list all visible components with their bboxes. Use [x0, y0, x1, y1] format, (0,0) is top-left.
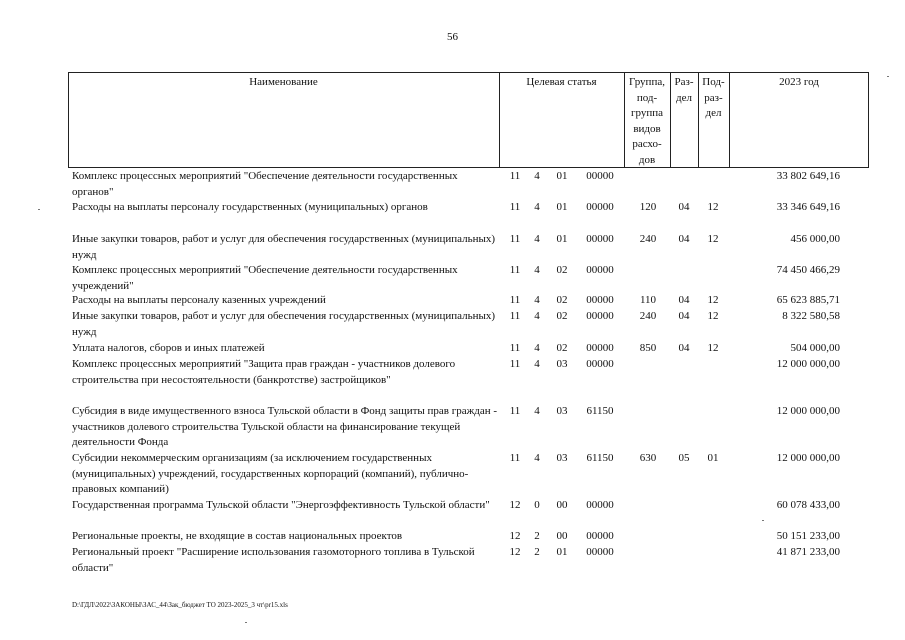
- row-subsection: 12: [707, 233, 719, 245]
- row-code-subprogram: 4: [534, 405, 540, 417]
- row-code-subprogram: 4: [534, 233, 540, 245]
- row-code-program: 12: [509, 546, 521, 558]
- row-amount: 12 000 000,00: [776, 452, 840, 464]
- row-code-program: 12: [509, 530, 521, 542]
- header-section-line: Раз-: [674, 76, 694, 88]
- row-code-subprogram: 2: [534, 530, 540, 542]
- header-subsection: [698, 75, 729, 122]
- row-name: Комплекс процессных мероприятий "Обеспечение деятельности государственных органов": [72, 170, 458, 198]
- row-code-direction: 61150: [586, 405, 614, 417]
- row-code-event: 01: [556, 170, 568, 182]
- scan-speck: [762, 520, 764, 521]
- row-code-event: 02: [556, 310, 568, 322]
- row-code-program: 11: [509, 342, 521, 354]
- row-code-event: 01: [556, 546, 568, 558]
- row-code-direction: 00000: [586, 342, 614, 354]
- header-section: [670, 75, 698, 106]
- row-amount: 60 078 433,00: [776, 499, 840, 511]
- row-code-event: 03: [556, 358, 568, 370]
- row-code-subprogram: 0: [534, 499, 540, 511]
- row-name: Иные закупки товаров, работ и услуг для обеспечения государственных (муниципальных) нужд: [72, 233, 496, 261]
- row-code-event: 03: [556, 452, 568, 464]
- row-code-program: 11: [509, 233, 521, 245]
- header-subsection-line: дел: [705, 107, 722, 119]
- row-code-direction: 00000: [586, 530, 614, 542]
- row-code-direction: 00000: [586, 201, 614, 213]
- row-code-subprogram: 4: [534, 294, 540, 306]
- row-code-event: 00: [556, 499, 568, 511]
- row-expense-group: 240: [639, 310, 657, 322]
- row-name: Государственная программа Тульской области "Энергоэффективность Тульской области": [72, 499, 490, 511]
- row-amount: 50 151 233,00: [776, 530, 840, 542]
- row-amount: 41 871 233,00: [776, 546, 840, 558]
- row-code-program: 11: [509, 294, 521, 306]
- row-code-direction: 00000: [586, 170, 614, 182]
- row-name: Региональные проекты, не входящие в состав национальных проектов: [72, 530, 403, 542]
- row-code-subprogram: 4: [534, 201, 540, 213]
- row-amount: 74 450 466,29: [776, 264, 840, 276]
- row-expense-group: 850: [639, 342, 657, 354]
- row-expense-group: 120: [639, 201, 657, 213]
- row-code-program: 11: [509, 452, 521, 464]
- row-code-subprogram: 4: [534, 342, 540, 354]
- row-amount: 456 000,00: [790, 233, 840, 245]
- row-code-program: 11: [509, 405, 521, 417]
- scan-speck: [887, 76, 889, 77]
- row-expense-group: 110: [639, 294, 657, 306]
- row-name: Расходы на выплаты персоналу государственных (муниципальных) органов: [72, 201, 428, 213]
- row-code-direction: 00000: [586, 294, 614, 306]
- header-name: Наименование: [249, 76, 318, 88]
- row-code-subprogram: 2: [534, 546, 540, 558]
- row-subsection: 12: [707, 310, 719, 322]
- header-group-line: группа: [630, 107, 664, 119]
- row-code-program: 11: [509, 358, 521, 370]
- row-name: Субсидии некоммерческим организациям (за исключением государственных (муниципальных) учреждений, государственных корпораций (компаний), публично-правовых компаний): [72, 452, 469, 495]
- page-number: 56: [447, 31, 458, 43]
- row-code-subprogram: 4: [534, 170, 540, 182]
- row-amount: 504 000,00: [790, 342, 840, 354]
- row-name: Комплекс процессных мероприятий "Обеспечение деятельности государственных учреждений": [72, 264, 458, 292]
- header-group-line: под-: [636, 91, 658, 104]
- header-group-line: расхо-: [632, 138, 662, 150]
- row-code-program: 11: [509, 310, 521, 322]
- row-section: 04: [678, 310, 690, 322]
- row-subsection: 12: [707, 201, 719, 213]
- row-code-program: 11: [509, 264, 521, 276]
- row-name: Иные закупки товаров, работ и услуг для обеспечения государственных (муниципальных) нужд: [72, 310, 496, 338]
- row-name: Комплекс процессных мероприятий "Защита прав граждан - участников долевого строительства при несостоятельности (банкротстве) застройщиков": [72, 358, 456, 386]
- row-code-direction: 61150: [586, 452, 614, 464]
- row-code-direction: 00000: [586, 358, 614, 370]
- header-year: 2023 год: [779, 76, 819, 88]
- row-subsection: 12: [707, 294, 719, 306]
- header-subsection-line: Под-: [702, 76, 725, 88]
- row-name: Уплата налогов, сборов и иных платежей: [72, 342, 265, 354]
- header-group-line: видов: [633, 122, 661, 135]
- row-name: Расходы на выплаты персоналу казенных учреждений: [72, 294, 326, 306]
- row-expense-group: 630: [639, 452, 657, 464]
- row-code-direction: 00000: [586, 499, 614, 511]
- row-code-event: 00: [556, 530, 568, 542]
- row-name: Региональный проект "Расширение использования газомоторного топлива в Тульской области": [72, 546, 475, 574]
- scan-speck: [245, 622, 247, 623]
- row-amount: 65 623 885,71: [776, 294, 840, 306]
- row-code-direction: 00000: [586, 310, 614, 322]
- header-section-line: дел: [676, 91, 692, 104]
- row-amount: 8 322 580,58: [782, 310, 840, 322]
- row-section: 04: [678, 294, 690, 306]
- row-name: Субсидия в виде имущественного взноса Тульской области в Фонд защиты прав граждан - участников долевого строительства Тульской области на финансирование текущей деятельности Фонда: [72, 405, 498, 448]
- row-subsection: 12: [707, 342, 719, 354]
- row-code-program: 12: [509, 499, 521, 511]
- header-group-line: Группа,: [629, 76, 665, 88]
- row-code-program: 11: [509, 170, 521, 182]
- row-amount: 12 000 000,00: [776, 405, 840, 417]
- row-expense-group: 240: [639, 233, 657, 245]
- row-code-program: 11: [509, 201, 521, 213]
- row-code-event: 01: [556, 233, 568, 245]
- row-code-event: 02: [556, 342, 568, 354]
- row-amount: 12 000 000,00: [776, 358, 840, 370]
- header-group-line: дов: [638, 153, 656, 166]
- row-code-subprogram: 4: [534, 310, 540, 322]
- header-subsection-line: раз-: [704, 91, 723, 104]
- row-code-direction: 00000: [586, 233, 614, 245]
- row-code-subprogram: 4: [534, 358, 540, 370]
- row-section: 04: [678, 233, 690, 245]
- row-section: 04: [678, 342, 690, 354]
- row-amount: 33 802 649,16: [776, 170, 840, 182]
- row-code-event: 02: [556, 264, 568, 276]
- row-code-subprogram: 4: [534, 264, 540, 276]
- scan-speck: [38, 209, 40, 210]
- row-amount: 33 346 649,16: [776, 201, 840, 213]
- header-group: [624, 75, 670, 168]
- row-subsection: 01: [707, 452, 719, 464]
- row-code-subprogram: 4: [534, 452, 540, 464]
- row-code-direction: 00000: [586, 264, 614, 276]
- row-code-event: 03: [556, 405, 568, 417]
- row-section: 05: [678, 452, 690, 464]
- row-code-direction: 00000: [586, 546, 614, 558]
- file-path-footer: D:\ГДЛ\2022\ЗАКОНЫ\ЗАС_44\Зак_бюджет ТО 2023-2025_3 чт\pr15.xls: [72, 601, 288, 609]
- row-code-event: 02: [556, 294, 568, 306]
- header-target: Целевая статья: [526, 76, 597, 88]
- row-code-event: 01: [556, 201, 568, 213]
- row-section: 04: [678, 201, 690, 213]
